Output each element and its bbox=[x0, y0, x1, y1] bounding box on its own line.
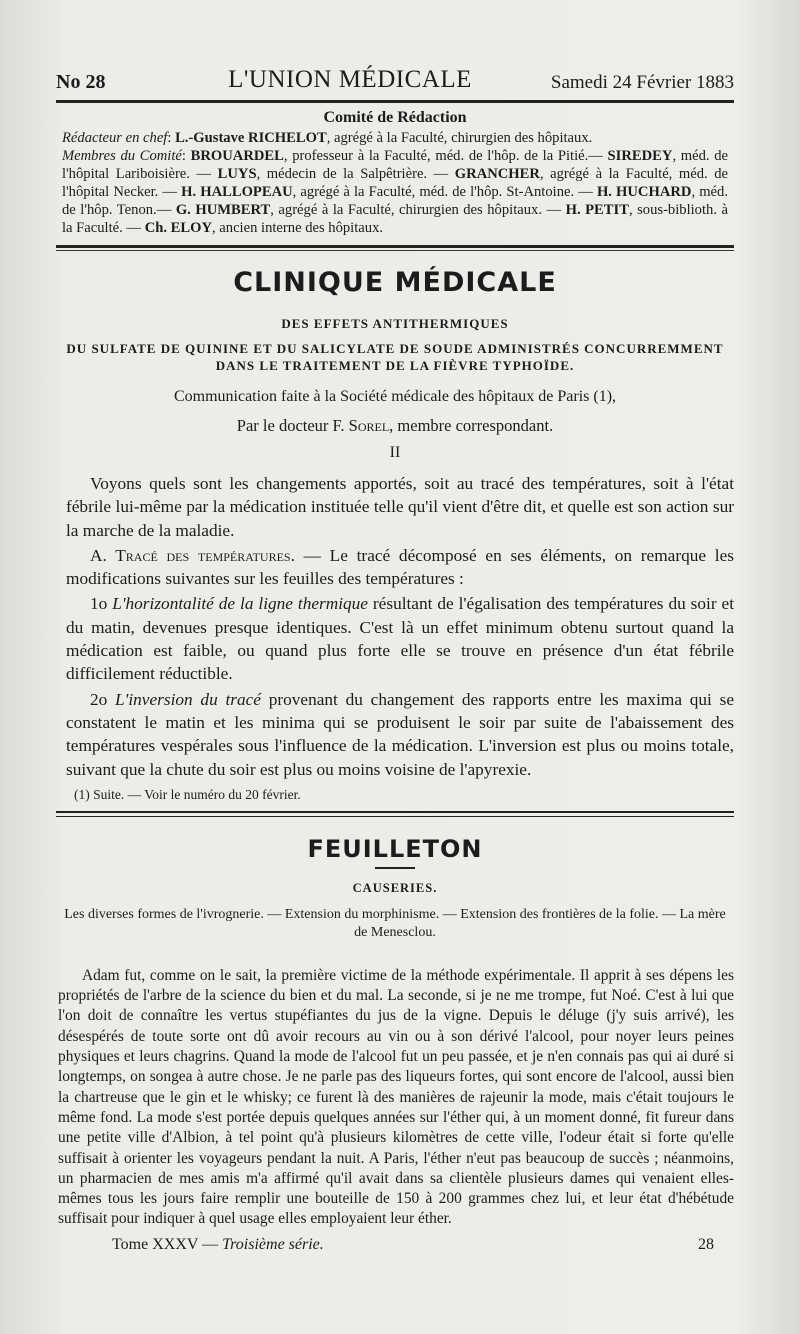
article-body bbox=[56, 472, 734, 781]
issue-number: No 28 bbox=[56, 71, 106, 93]
paragraph: 2o L'inversion du tracé provenant du changement des rapports entre les maxima qui se constatent le matin et les minima qui se produisent le soir par suite de l'abaissement des températures vespérales sous l'influence de la médication. L'inversion est plus ou moins totale, suivant que la chute du soir est plus ou moins voisine de l'apyrexie. bbox=[66, 689, 734, 779]
editorial-committee bbox=[56, 109, 734, 237]
paragraph: Adam fut, comme on le sait, la première victime de la méthode expérimentale. Il apprit à ses dépens les propriétés de l'arbre de la science du bien et du mal. La seconde, si je ne me trompe, fut Noé. C'est à lui que l'on doit de connaître les vertus stupéfiantes du jus de la vigne. Depuis le déluge (j'y suis arrivé), les désespérés de toute sorte ont dû avoir recours au vin ou à son dérivé l'alcool, pour noyer leurs peines physiques et leurs chagrins. Quand la mode de l'alcool fut un peu passée, et je n'en connais pas qui ai duré si longtemps, on songea à autre chose. Je ne parle pas des liqueurs fortes, qui sont encore de l'alcool, aussi bien la chartreuse que le gin et le whisky; ce furent là des manières de rajeunir la mode, mais c'était toujours le même fond. La mode s'est portée depuis quelques années sur l'éther qui, à un moment donné, fit fureur dans une petite ville d'Albion, à tel point qu'à plusieurs kilomètres de cette ville, l'odeur était si forte qu'elle suffisait à orienter les voyageurs pendant la nuit. A Paris, l'éther n'eut pas beaucoup de succès ; néanmoins, un pharmacien de mes amis m'a affirmé qu'il avait dans sa clientèle plusieurs dames qui venaient elles-mêmes tous les jours faire remplir une bouteille de 150 à 200 grammes chez lui, et leur état d'hébétude suffisait pour indiquer à quel usage elles employaient leur éther. bbox=[58, 966, 734, 1228]
journal-title: L'UNION MÉDICALE bbox=[228, 66, 472, 93]
title-underline bbox=[375, 867, 415, 869]
author-suffix: , membre correspondant. bbox=[389, 416, 554, 435]
subsection-label: A. Tracé des températures. bbox=[90, 545, 295, 565]
page-footer bbox=[56, 1236, 734, 1254]
header-rule bbox=[56, 100, 734, 103]
issue-date: Samedi 24 Février 1883 bbox=[550, 72, 734, 93]
author-prefix: Par le docteur F. bbox=[236, 416, 345, 435]
part-number: II bbox=[389, 444, 401, 461]
committee-rule-thin bbox=[56, 250, 734, 251]
article-subtitle-detail: DU SULFATE DE QUININE ET DU SALICYLATE DE SOUDE ADMINISTRÉS CONCURREMMENT DANS LE TRAITEMENT DE LA FIÈVRE TYPHOÏDE. bbox=[66, 341, 724, 373]
section-title-feuilleton: FEUILLETON bbox=[307, 834, 483, 863]
paragraph: A. Tracé des températures. — Le tracé décomposé en ses éléments, on remarque les modifications suivantes sur les feuilles des températures : bbox=[66, 545, 734, 589]
section-separator bbox=[56, 811, 734, 817]
footnote: (1) Suite. — Voir le numéro du 20 février. bbox=[74, 786, 301, 802]
author-line bbox=[56, 416, 734, 436]
page-number: 28 bbox=[698, 1235, 714, 1253]
committee-rule bbox=[56, 245, 734, 248]
article-subtitle: DES EFFETS ANTITHERMIQUES bbox=[281, 316, 509, 331]
volume-info: Tome XXXV — Troisième série. bbox=[112, 1235, 324, 1253]
series-label: Troisième série. bbox=[222, 1235, 324, 1253]
committee-text: Rédacteur en chef: L.-Gustave RICHELOT, agrégé à la Faculté, chirurgien des hôpitaux. Membres du Comité: BROUARDEL, professeur à la Faculté, méd. de l'hôp. de la Pitié.— SIREDEY, méd. de l'hôpital Lariboisière. — LUYS, médecin de la Salpêtrière. — GRANCHER, agrégé à la Faculté, méd. de l'hôpital Necker. — H. HALLOPEAU, agrégé à la Faculté, méd. de l'hôp. St-Antoine. — H. HUCHARD, méd. de l'hôp. Tenon.— G. HUMBERT, agrégé à la Faculté, chirurgien des hôpitaux. — H. PETIT, sous-biblioth. à la Faculté. — Ch. ELOY, ancien interne des hôpitaux. bbox=[62, 130, 729, 236]
feuilleton-body bbox=[56, 966, 734, 1230]
emphasis: L'inversion du tracé bbox=[115, 689, 261, 709]
paragraph: 1o L'horizontalité de la ligne thermique résultant de l'égalisation des températures du soir et du matin, devenues presque identiques. C'est là un effet minimum obtenu surtout quand la médication est faible, ou quand plus forte elle se trouve en présence d'un état fébrile difficilement réductible. bbox=[66, 594, 735, 684]
committee-title: Comité de Rédaction bbox=[323, 109, 467, 126]
author-name: Sorel bbox=[348, 416, 390, 435]
section-title-clinique: CLINIQUE MÉDICALE bbox=[233, 267, 557, 298]
emphasis: L'horizontalité de la ligne thermique bbox=[112, 594, 368, 614]
feuilleton-subtitle: CAUSERIES. bbox=[352, 880, 438, 895]
paragraph: Voyons quels sont les changements apportés, soit au tracé des températures, soit à l'état fébrile lui-même par la médication instituée telle qu'il vient d'être dit, et quelle est son action sur la marche de la maladie. bbox=[66, 474, 734, 540]
communication-note: Communication faite à la Société médicale des hôpitaux de Paris (1), bbox=[173, 388, 617, 405]
page-header bbox=[56, 58, 734, 94]
feuilleton-summary: Les diverses formes de l'ivrognerie. — Extension du morphinisme. — Extension des frontières de la folie. — La mère de Menesclou. bbox=[64, 906, 726, 940]
